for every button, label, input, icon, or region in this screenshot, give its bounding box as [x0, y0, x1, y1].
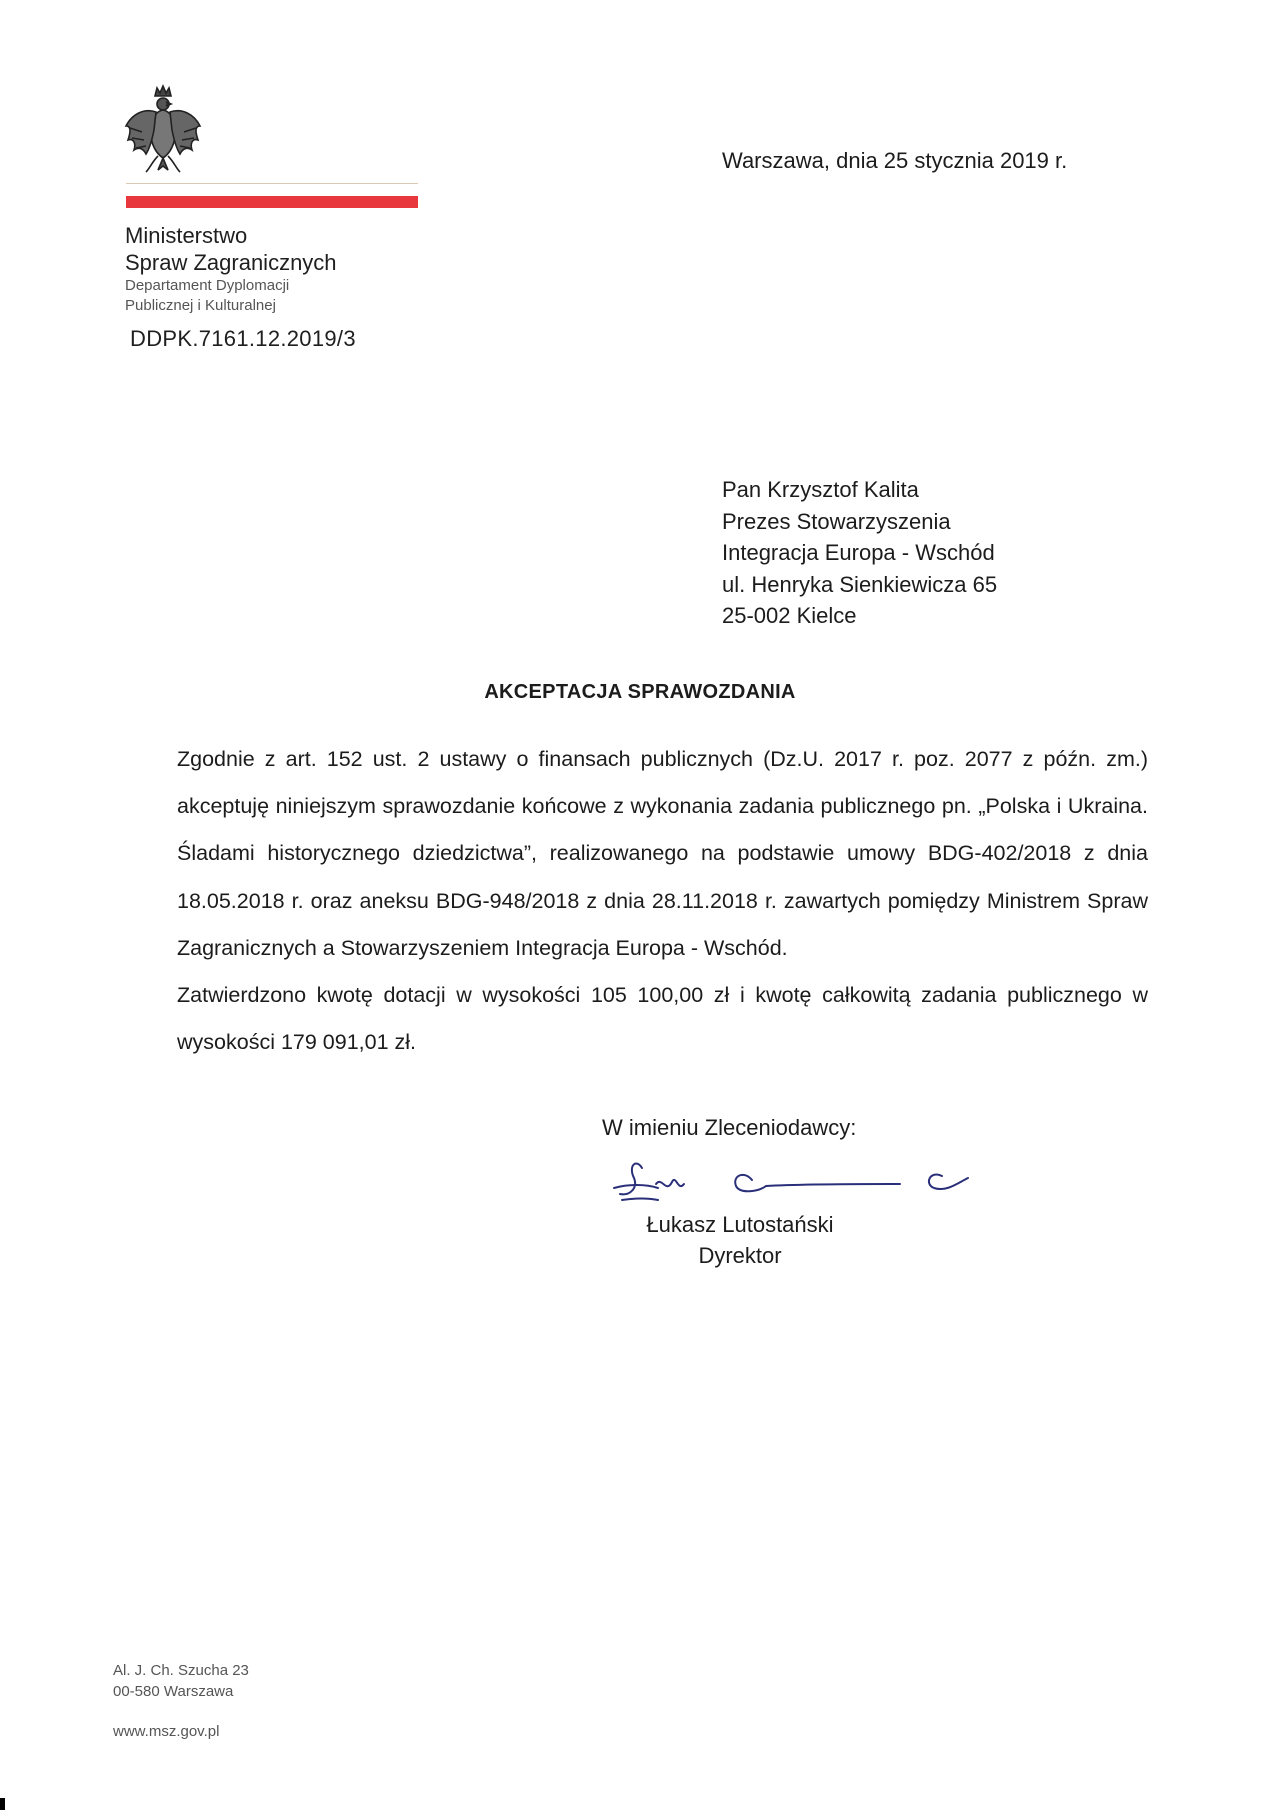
letterhead-thin-rule	[126, 183, 418, 184]
signer-title: Dyrektor	[698, 1243, 782, 1268]
footer-address	[113, 1660, 249, 1702]
body-paragraph-2: Zatwierdzono kwotę dotacji w wysokości 105 100,00 zł i kwotę całkowitą zadania publicznego w wysokości 179 091,01 zł.	[177, 983, 1148, 1055]
polish-eagle-emblem-icon	[122, 82, 204, 174]
scan-edge-mark	[0, 1798, 5, 1810]
document-heading: AKCEPTACJA SPRAWOZDANIA	[484, 681, 796, 703]
recipient-line5: 25-002 Kielce	[722, 603, 857, 628]
recipient-line2: Prezes Stowarzyszenia	[722, 508, 951, 534]
footer-website: www.msz.gov.pl	[113, 1723, 220, 1740]
ministry-block	[125, 222, 337, 316]
recipient-line1: Pan Krzysztof Kalita	[722, 477, 919, 502]
signature-caption: W imieniu Zleceniodawcy:	[602, 1115, 857, 1140]
footer-address-line1: Al. J. Ch. Szucha 23	[113, 1662, 249, 1679]
letter-date: Warszawa, dnia 25 stycznia 2019 r.	[722, 148, 1068, 173]
letterhead-red-band	[126, 196, 418, 208]
reference-number: DDPK.7161.12.2019/3	[130, 326, 356, 351]
footer-address-line2: 00-580 Warszawa	[113, 1683, 234, 1700]
recipient-line4: ul. Henryka Sienkiewicza 65	[722, 571, 998, 597]
body-paragraph-1: Zgodnie z art. 152 ust. 2 ustawy o finansach publicznych (Dz.U. 2017 r. poz. 2077 z późn. zm.) akceptuję niniejszym sprawozdanie końcowe z wykonania zadania publicznego pn. „Polska i Ukraina. Śladami historycznego dziedzictwa”, realizowanego na podstawie umowy BDG-402/2018 z dnia 18.05.2018 r. oraz aneksu BDG-948/2018 z dnia 28.11.2018 r. zawartych pomiędzy Ministrem Spraw Zagranicznych a Stowarzyszeniem Integracja Europa - Wschód.	[177, 747, 1148, 960]
recipient-line3: Integracja Europa - Wschód	[722, 540, 995, 565]
ministry-name-line2: Spraw Zagranicznych	[125, 250, 337, 275]
department-line1: Departament Dyplomacji	[125, 277, 290, 294]
signer-block	[600, 1209, 880, 1271]
department-line2: Publicznej i Kulturalnej	[125, 297, 276, 314]
handwritten-signature-icon	[612, 1154, 1002, 1210]
signer-name: Łukasz Lutostański	[646, 1212, 834, 1237]
recipient-address	[722, 474, 997, 632]
ministry-name-line1: Ministerstwo	[125, 223, 248, 248]
letter-body	[177, 736, 1148, 1066]
